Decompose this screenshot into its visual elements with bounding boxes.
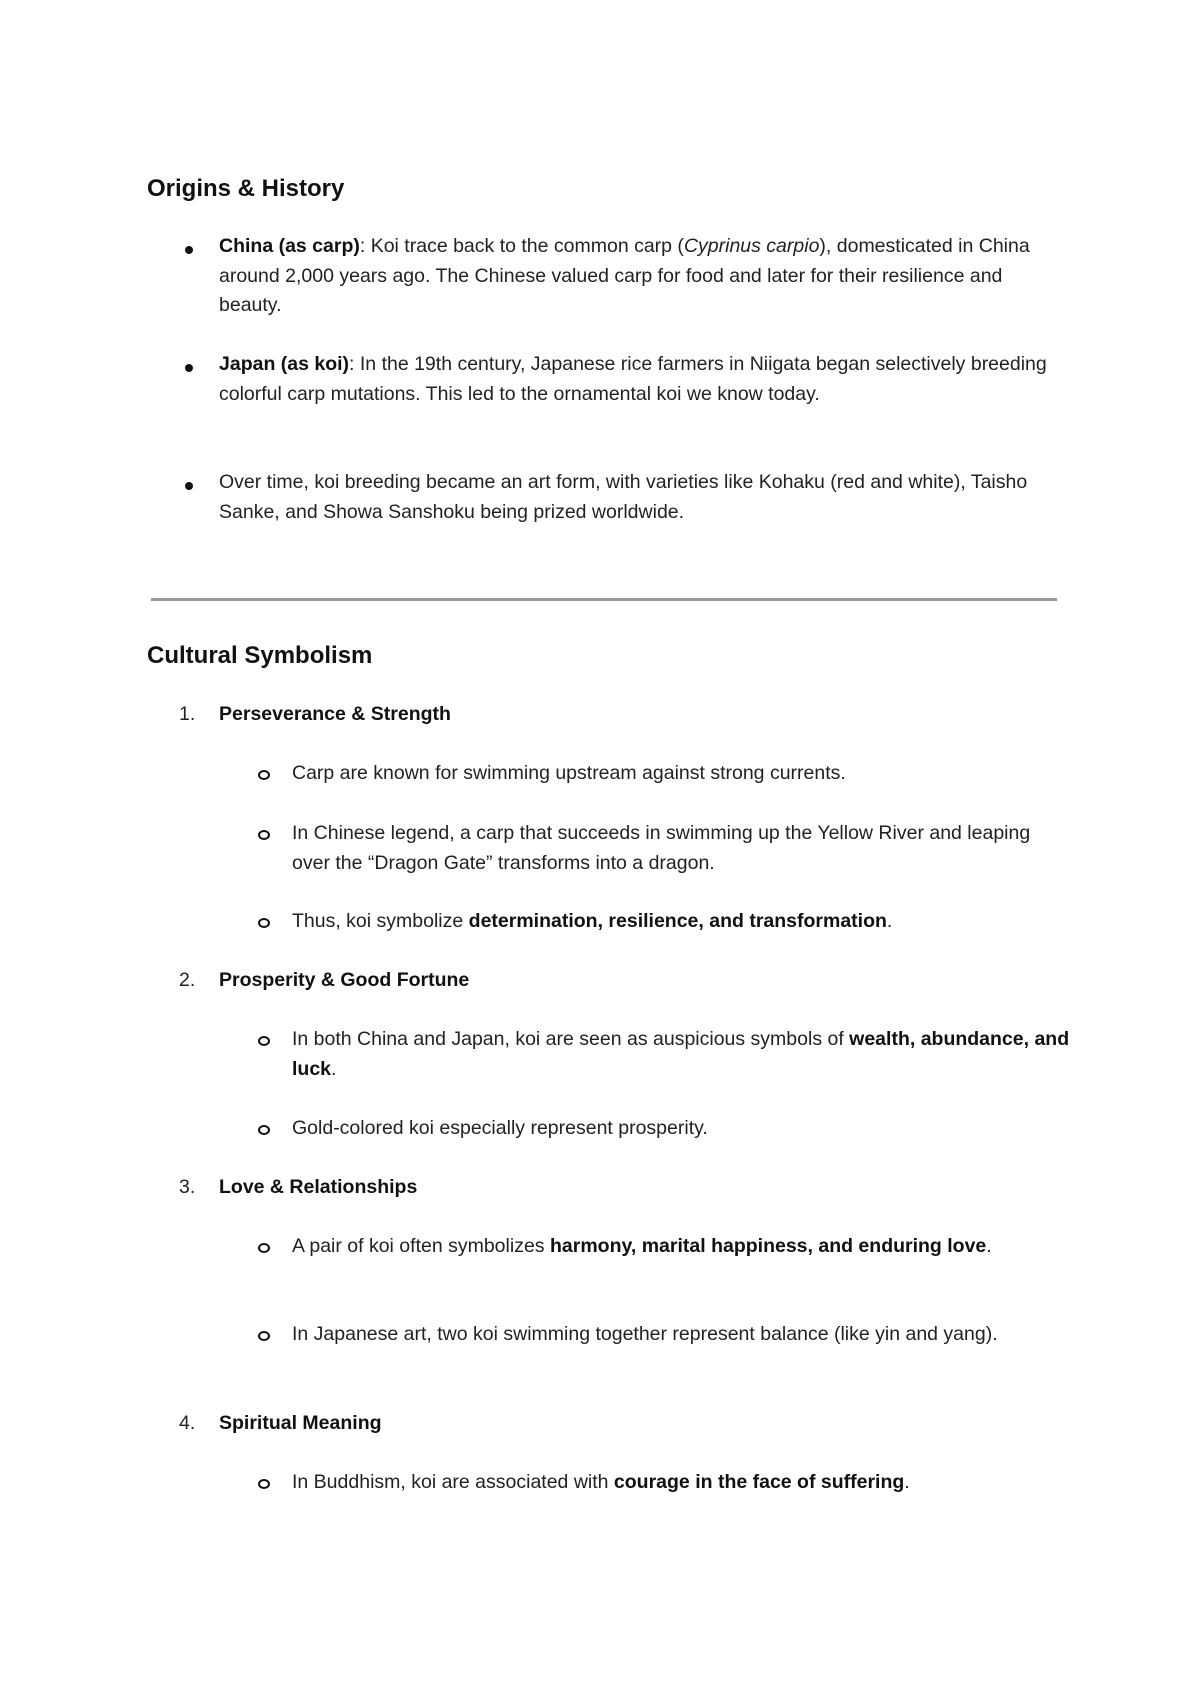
section-title-perseverance: Perseverance & Strength (219, 703, 451, 725)
china-label: China (as carp) (219, 235, 360, 257)
bullet-icon (185, 482, 193, 490)
section-title-spiritual: Spiritual Meaning (219, 1412, 382, 1434)
list-item (292, 1025, 1072, 1084)
section-title-love: Love & Relationships (219, 1176, 418, 1198)
point-text: A pair of koi often symbolizes (292, 1235, 550, 1257)
list-number: 4. (179, 1412, 196, 1434)
point-emphasis: courage in the face of suffering (613, 1471, 905, 1493)
list-item (292, 907, 1072, 937)
point-text: Thus, koi symbolize (292, 910, 469, 932)
list-number: 2. (179, 969, 196, 991)
circle-bullet-icon (258, 1125, 270, 1135)
point-text-end: . (904, 1471, 910, 1493)
point-text-end: . (886, 910, 893, 932)
list-item: Gold-colored koi especially represent prosperity. (292, 1117, 708, 1139)
list-number: 1. (179, 703, 196, 725)
circle-bullet-icon (258, 1243, 270, 1253)
circle-bullet-icon (258, 1331, 270, 1341)
point-text: In Buddhism, koi are associated with (292, 1471, 614, 1493)
point-text-end: . (331, 1057, 337, 1080)
species-name: Cyprinus carpio (683, 235, 820, 257)
point-text-end: . (986, 1235, 992, 1257)
list-item: Carp are known for swimming upstream against strong currents. (292, 762, 846, 784)
section-title-prosperity: Prosperity & Good Fortune (219, 969, 470, 991)
japan-label: Japan (as koi) (219, 353, 350, 375)
list-item (292, 1232, 1072, 1262)
list-item: In Japanese art, two koi swimming together represent balance (like yin and yang). (292, 1323, 998, 1345)
section-divider (151, 598, 1057, 601)
circle-bullet-icon (258, 1036, 270, 1046)
circle-bullet-icon (258, 830, 270, 840)
origins-item-breeding (219, 468, 1069, 527)
circle-bullet-icon (258, 770, 270, 780)
origins-heading: Origins & History (147, 175, 345, 202)
bullet-icon (185, 246, 193, 254)
bullet-icon (185, 364, 193, 372)
point-text: In both China and Japan, koi are seen as auspicious symbols of (292, 1028, 850, 1050)
point-emphasis: determination, resilience, and transformation (468, 910, 887, 932)
circle-bullet-icon (258, 1479, 270, 1489)
circle-bullet-icon (258, 918, 270, 928)
origins-item-china (219, 232, 1069, 321)
list-item: In Chinese legend, a carp that succeeds in swimming up the Yellow River and leaping over the “Dragon Gate” transforms into a dragon. (292, 822, 1031, 874)
symbolism-heading: Cultural Symbolism (147, 642, 373, 669)
china-text-a: : Koi trace back to the common carp ( (359, 235, 684, 257)
point-emphasis: wealth, abundance, and luck (292, 1028, 1070, 1080)
origins-item-japan (219, 350, 1069, 409)
china-text-b: ), domesticated in China around 2,000 years ago. The Chinese valued carp for food and later for their resilience and beauty. (219, 235, 1030, 316)
list-number: 3. (179, 1176, 196, 1198)
breeding-text: Over time, koi breeding became an art form, with varieties like Kohaku (red and white), Taisho Sanke, and Showa Sanshoku being prized worldwide. (219, 471, 1028, 523)
list-item (292, 1468, 1072, 1498)
japan-text: : In the 19th century, Japanese rice farmers in Niigata began selectively breeding colorful carp mutations. This led to the ornamental koi we know today. (219, 353, 1047, 405)
point-emphasis: harmony, marital happiness, and enduring love (549, 1235, 987, 1257)
